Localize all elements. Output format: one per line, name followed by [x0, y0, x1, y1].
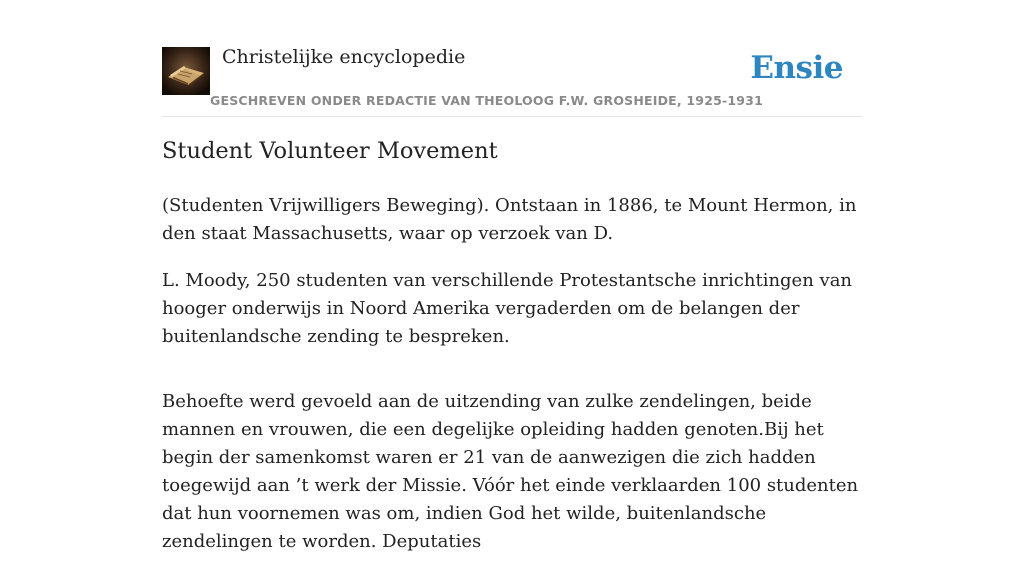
ensie-logo-link[interactable]: Ensie — [750, 50, 843, 86]
article-paragraph: L. Moody, 250 studenten van verschillende Protestantsche inrichtingen van hooger onderwijs in Noord Amerika vergaderden om de belangen der buitenlandsche zending te bespreken. — [162, 270, 853, 347]
article-title: Student Volunteer Movement — [162, 138, 498, 164]
article-paragraph: Behoefte werd gevoeld aan de uitzending van zulke zendelingen, beide mannen en vrouwen, die een degelijke opleiding hadden genoten.Bij het begin der samenkomst waren er 21 van de aanwezigen die zich hadden toegewijd aan ’t werk der Missie. Vóór het einde verklaarden 100 studenten dat hun voornemen was om, indien God het wilde, buitenlandsche zendelingen te worden. Deputaties — [162, 391, 859, 552]
site-title[interactable]: Christelijke encyclopedie — [222, 46, 466, 68]
site-header — [162, 46, 862, 117]
book-icon — [162, 47, 210, 95]
site-subtitle: GESCHREVEN ONDER REDACTIE VAN THEOLOOG F.W. GROSHEIDE, 1925-1931 — [210, 93, 763, 108]
encyclopedia-avatar[interactable] — [162, 47, 210, 95]
article-paragraph: (Studenten Vrijwilligers Beweging). Ontstaan in 1886, te Mount Hermon, in den staat Massachusetts, waar op verzoek van D. — [162, 195, 857, 244]
article-body — [162, 192, 870, 575]
